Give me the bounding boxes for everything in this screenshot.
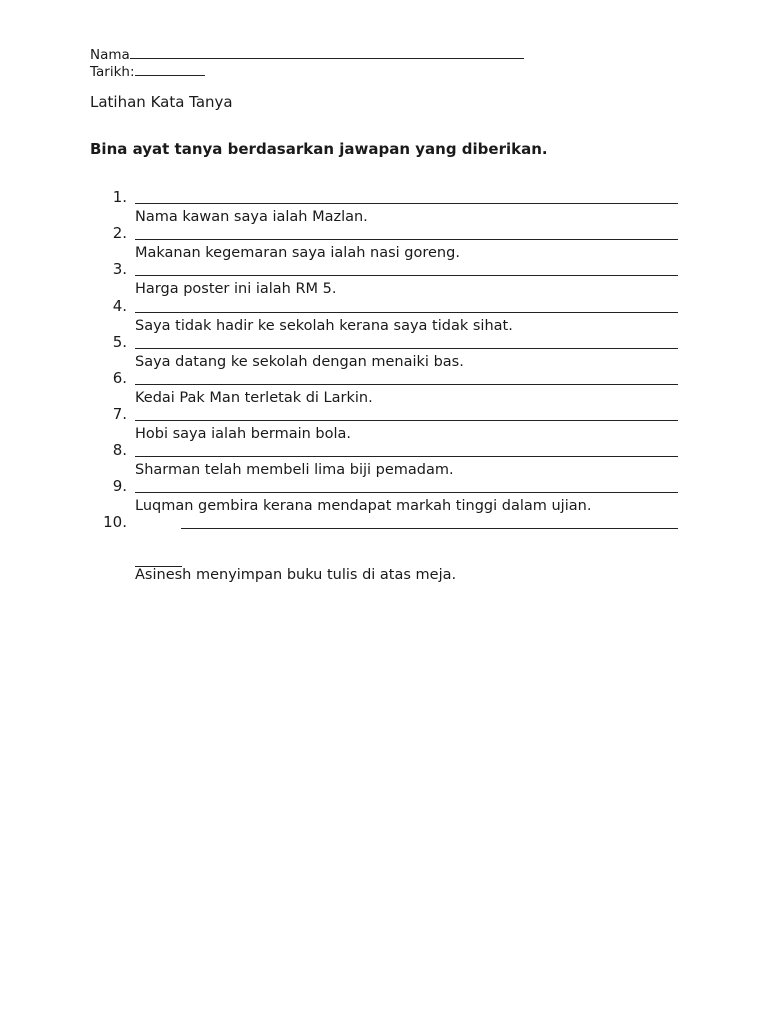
question-item-9 (0, 475, 768, 514)
answer-text: Luqman gembira kerana mendapat markah tinggi dalam ujian. (135, 498, 592, 514)
date-field (90, 63, 205, 80)
question-item-6 (0, 367, 768, 406)
question-number: 2. (112, 224, 127, 242)
name-field (90, 46, 524, 63)
answer-line (135, 384, 678, 385)
answer-text: Hobi saya ialah bermain bola. (135, 426, 352, 442)
question-number: 5. (112, 333, 127, 351)
answer-text: Nama kawan saya ialah Mazlan. (135, 209, 368, 225)
worksheet-instruction: Bina ayat tanya berdasarkan jawapan yang diberikan. (90, 140, 548, 158)
question-number: 7. (112, 405, 127, 423)
answer-line (135, 348, 678, 349)
answer-text: Saya tidak hadir ke sekolah kerana saya tidak sihat. (135, 318, 513, 334)
answer-line (135, 312, 678, 313)
date-blank (135, 63, 205, 76)
worksheet-title: Latihan Kata Tanya (90, 93, 233, 111)
question-item-8 (0, 439, 768, 478)
question-number: 6. (112, 369, 127, 387)
answer-text: Makanan kegemaran saya ialah nasi goreng. (135, 245, 460, 261)
answer-line (135, 420, 678, 421)
date-label: Tarikh: (90, 64, 135, 80)
question-number: 1. (112, 188, 127, 206)
answer-text: Saya datang ke sekolah dengan menaiki bas. (135, 354, 464, 370)
answer-line (135, 492, 678, 493)
answer-text: Kedai Pak Man terletak di Larkin. (135, 390, 373, 406)
question-number: 3. (112, 260, 127, 278)
answer-line (135, 203, 678, 204)
name-label: Nama (90, 47, 130, 63)
name-blank (130, 46, 524, 59)
question-number: 4. (112, 297, 127, 315)
question-number: 9. (112, 477, 127, 495)
question-item-5 (0, 331, 768, 370)
question-item-3 (0, 258, 768, 297)
answer-line (135, 275, 678, 276)
answer-line (135, 456, 678, 457)
question-item-4 (0, 295, 768, 334)
question-number: 10. (103, 513, 127, 531)
answer-line (135, 239, 678, 240)
answer-text: Harga poster ini ialah RM 5. (135, 281, 337, 297)
answer-line (181, 528, 678, 529)
answer-text: Asinesh menyimpan buku tulis di atas meja. (135, 567, 457, 583)
answer-text: Sharman telah membeli lima biji pemadam. (135, 462, 454, 478)
question-number: 8. (112, 441, 127, 459)
question-item-1 (0, 186, 768, 225)
question-item-7 (0, 403, 768, 442)
question-item-2 (0, 222, 768, 261)
